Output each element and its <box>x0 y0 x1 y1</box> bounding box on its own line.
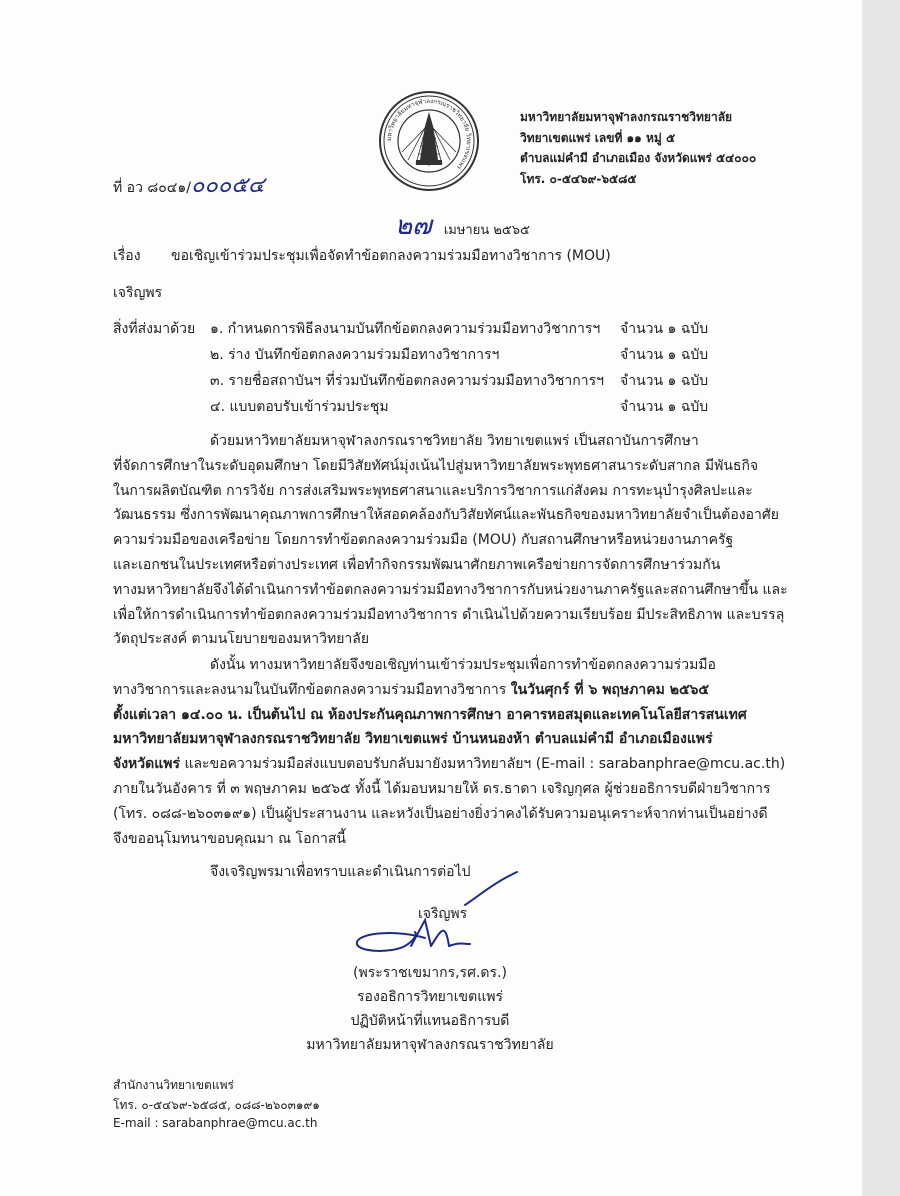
paragraph-line: ความร่วมมือของเครือข่าย โดยการทำข้อตกลงความร่วมมือ (MOU) กับสถานศึกษาหรือหน่วยงานภาครัฐ <box>113 532 734 549</box>
sender-line-3: ตำบลแม่คำมี อำเภอเมือง จังหวัดแพร่ ๕๔๐๐๐ <box>520 151 757 165</box>
paragraph-line: ในการผลิตบัณฑิต การวิจัย การส่งเสริมพระพุทธศาสนาและบริการวิชาการแก่สังคม การทะนุบำรุงศิลปะและ <box>113 482 753 499</box>
sender-line-2: วิทยาเขตแพร่ เลขที่ ๑๑ หมู่ ๕ <box>520 130 676 145</box>
signature-greeting: เจริญพร <box>418 906 468 922</box>
salutation: เจริญพร <box>113 285 163 301</box>
svg-text:มหาวิทยาลัยมหาจุฬาลงกรณราชวิทย: มหาวิทยาลัยมหาจุฬาลงกรณราชวิทยาลัย วิทยาเขตแพร่ <box>385 97 473 171</box>
sender-line-1: มหาวิทยาลัยมหาจุฬาลงกรณราชวิทยาลัย <box>520 110 733 124</box>
paragraph-line: ที่จัดการศึกษาในระดับอุดมศึกษา โดยมีวิสัยทัศน์มุ่งเน้นไปสู่มหาวิทยาลัยพระพุทธศาสนาระดับสากล มีพันธกิจ <box>113 457 759 474</box>
footer-office: สำนักงานวิทยาเขตแพร่ <box>113 1078 234 1092</box>
meeting-province: จังหวัดแพร่ <box>113 756 180 773</box>
attachment-item: ๑. กำหนดการพิธีลงนามบันทึกข้อตกลงความร่วมมือทางวิชาการฯ <box>210 321 601 337</box>
meeting-date: ในวันศุกร์ ที่ ๖ พฤษภาคม ๒๕๖๕ <box>510 681 710 698</box>
paragraph-text: และขอความร่วมมือส่งแบบตอบรับกลับมายังมหาวิทยาลัยฯ (E-mail : sarabanphrae@mcu.ac.th) <box>180 756 786 773</box>
paragraph-line: เพื่อให้การดำเนินการทำข้อตกลงความร่วมมือทางวิชาการ ดำเนินไปด้วยความเรียบร้อย มีประสิทธิภาพ และบรรลุ <box>113 606 785 623</box>
body-paragraph-1 <box>113 429 803 652</box>
document-number <box>113 167 265 202</box>
meeting-time-venue: ตั้งแต่เวลา ๑๔.๐๐ น. เป็นต้นไป ณ ห้องประกันคุณภาพการศึกษา อาคารหอสมุดและเทคโนโลยีสารสนเทศ <box>113 706 747 723</box>
seal-graphic <box>378 90 480 192</box>
attachment-amount: จำนวน ๑ ฉบับ <box>620 373 709 389</box>
attachment-item: ๓. รายชื่อสถาบันฯ ที่ร่วมบันทึกข้อตกลงความร่วมมือทางวิชาการฯ <box>210 373 605 389</box>
attachment-amount: จำนวน ๑ ฉบับ <box>620 399 709 415</box>
scan-edge <box>862 0 900 1196</box>
footer-phone: โทร. ๐-๕๔๖๙-๖๕๘๕, ๐๘๘-๒๖๐๓๑๙๑ <box>113 1098 320 1112</box>
paragraph-line: วัตถุประสงค์ ตามนโยบายของมหาวิทยาลัย <box>113 631 370 648</box>
attachment-amount: จำนวน ๑ ฉบับ <box>620 347 709 363</box>
attachments-label: สิ่งที่ส่งมาด้วย <box>113 321 196 337</box>
subject-text: ขอเชิญเข้าร่วมประชุมเพื่อจัดทำข้อตกลงความร่วมมือทางวิชาการ (MOU) <box>171 248 611 264</box>
paragraph-line: วัฒนธรรม ซึ่งการพัฒนาคุณภาพการศึกษาให้สอดคล้องกับวิสัยทัศน์และพันธกิจของมหาวิทยาลัยจำเป็นต้องอาศัย <box>113 507 779 524</box>
paragraph-line: ทางมหาวิทยาลัยจึงได้ดำเนินการทำข้อตกลงความร่วมมือทางวิชาการกับหน่วยงานภาครัฐและสถานศึกษาขึ้น และ <box>113 581 788 598</box>
date-day-handwritten: ๒๗ <box>395 211 432 241</box>
paragraph-line <box>113 752 803 777</box>
paragraph-text: ทางวิชาการและลงนามในบันทึกข้อตกลงความร่วมมือทางวิชาการ <box>113 681 511 698</box>
meeting-location: มหาวิทยาลัยมหาจุฬาลงกรณราชวิทยาลัย วิทยาเขตแพร่ บ้านหนองห้า ตำบลแม่คำมี อำเภอเมืองแพร่ <box>113 731 713 748</box>
signatory-title-3: มหาวิทยาลัยมหาจุฬาลงกรณราชวิทยาลัย <box>306 1037 554 1053</box>
body-paragraph-2 <box>113 653 803 851</box>
paragraph-line: ด้วยมหาวิทยาลัยมหาจุฬาลงกรณราชวิทยาลัย วิทยาเขตแพร่ เป็นสถาบันการศึกษา <box>210 433 699 449</box>
document-number-handwritten: ๐๐๐๕๔ <box>190 173 265 198</box>
sender-address <box>520 107 756 189</box>
subject-label: เรื่อง <box>113 248 141 264</box>
paragraph-line: จึงขออนุโมทนาขอบคุณมา ณ โอกาสนี้ <box>113 830 346 847</box>
attachment-amount: จำนวน ๑ ฉบับ <box>620 321 709 337</box>
paragraph-line <box>113 678 803 703</box>
document-date <box>395 205 530 246</box>
attachment-item: ๒. ร่าง บันทึกข้อตกลงความร่วมมือทางวิชาการฯ <box>210 347 500 363</box>
paragraph-line: ภายในวันอังคาร ที่ ๓ พฤษภาคม ๒๕๖๕ ทั้งนี้ ได้มอบหมายให้ ดร.ธาดา เจริญกุศล ผู้ช่วยอธิการบดีฝ่ายวิชาการ <box>113 780 771 797</box>
university-seal <box>378 90 480 192</box>
date-month-year: เมษายน ๒๕๖๕ <box>443 223 530 238</box>
footer-email: E-mail : sarabanphrae@mcu.ac.th <box>113 1116 318 1130</box>
paragraph-line: (โทร. ๐๘๘-๒๖๐๓๑๙๑) เป็นผู้ประสานงาน และหวังเป็นอย่างยิ่งว่าคงได้รับความอนุเคราะห์จากท่านเป็นอย่างดี <box>113 805 768 822</box>
handwritten-signature <box>345 860 545 970</box>
document-number-label: ที่ อว ๘๐๔๑/ <box>113 180 191 196</box>
attachment-item: ๔. แบบตอบรับเข้าร่วมประชุม <box>210 399 389 415</box>
paragraph-line: และเอกชนในประเทศหรือต่างประเทศ เพื่อทำกิจกรรมพัฒนาศักยภาพเครือข่ายการจัดการศึกษาร่วมกัน <box>113 556 721 573</box>
signature-graphic <box>345 860 545 970</box>
closing-line: จึงเจริญพรมาเพื่อทราบและดำเนินการต่อไป <box>210 864 471 880</box>
signatory-name: (พระราชเขมากร,รศ.ดร.) <box>353 965 507 981</box>
signatory-title-2: ปฏิบัติหน้าที่แทนอธิการบดี <box>350 1013 510 1029</box>
signatory-title-1: รองอธิการวิทยาเขตแพร่ <box>357 989 503 1005</box>
sender-line-4: โทร. ๐-๕๔๖๙-๖๕๘๕ <box>520 171 637 186</box>
paragraph-line: ดังนั้น ทางมหาวิทยาลัยจึงขอเชิญท่านเข้าร่วมประชุมเพื่อการทำข้อตกลงความร่วมมือ <box>210 657 716 673</box>
